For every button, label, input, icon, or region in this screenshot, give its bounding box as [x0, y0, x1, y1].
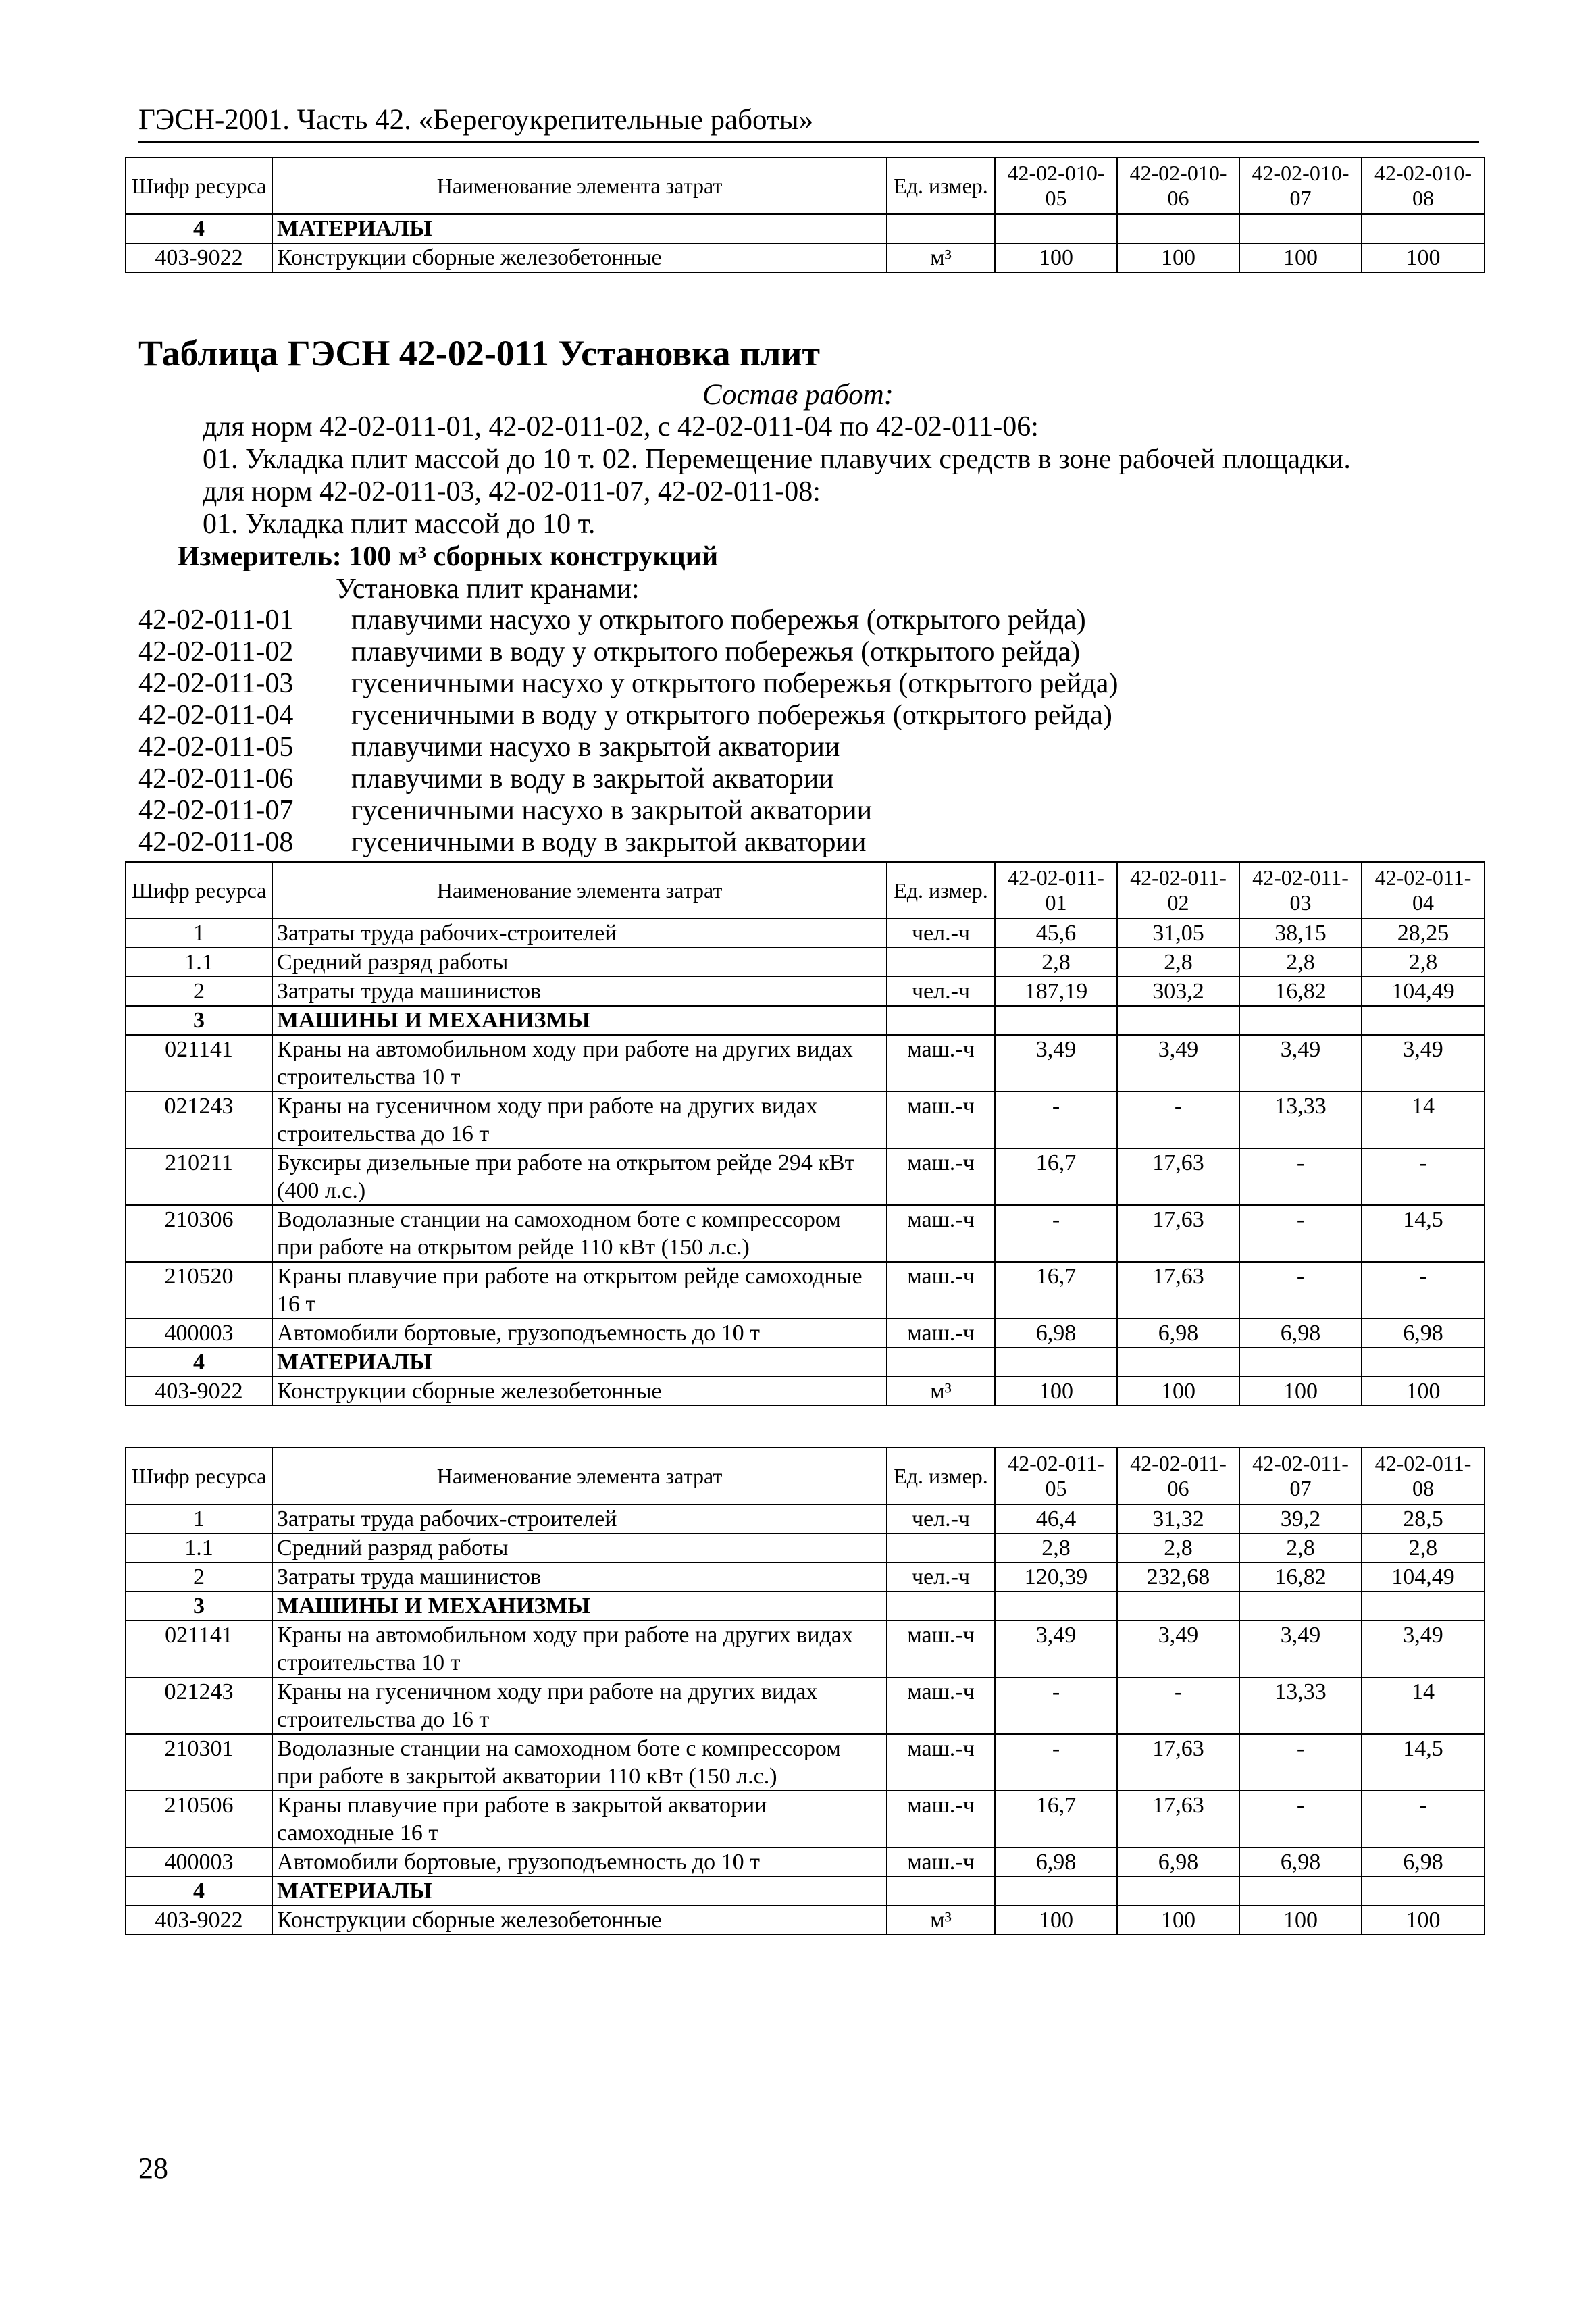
- norm-value-cell: 2,8: [995, 948, 1117, 977]
- norm-value-cell: 100: [995, 243, 1117, 272]
- norm-value-cell: 100: [1117, 1906, 1239, 1935]
- norm-value-cell: [1239, 1348, 1362, 1377]
- table-header-row: [126, 1448, 1485, 1504]
- norm-value-cell: 17,63: [1117, 1148, 1239, 1205]
- table-row: [126, 919, 1485, 948]
- table-row: [126, 1848, 1485, 1877]
- unit-cell: маш.-ч: [887, 1848, 995, 1877]
- norm-value-cell: 2,8: [1117, 948, 1239, 977]
- norm-value-cell: 17,63: [1117, 1205, 1239, 1262]
- norm-value-cell: 2,8: [1239, 948, 1362, 977]
- table-row: [126, 1533, 1485, 1562]
- norm-value-cell: -: [995, 1092, 1117, 1148]
- unit-cell: маш.-ч: [887, 1035, 995, 1092]
- norm-value-cell: 100: [995, 1377, 1117, 1406]
- norm-description: плавучими в воду у открытого побережья (открытого рейда): [351, 636, 1081, 667]
- norm-code: 42-02-011-03: [138, 668, 294, 699]
- norm-value-cell: 2,8: [995, 1533, 1117, 1562]
- section-row: [126, 1592, 1485, 1621]
- column-header-norm: 42-02-011-02: [1117, 862, 1239, 919]
- norm-value-cell: 28,25: [1362, 919, 1485, 948]
- resource-name: Затраты труда машинистов: [272, 1562, 887, 1592]
- resource-name: Затраты труда рабочих-строителей: [272, 919, 887, 948]
- resource-name: Краны плавучие при работе в закрытой акватории самоходные 16 т: [272, 1791, 887, 1848]
- column-header-unit: Ед. измер.: [887, 1448, 995, 1504]
- norm-value-cell: [1239, 1877, 1362, 1906]
- norm-value-cell: 120,39: [995, 1562, 1117, 1592]
- page-number: 28: [138, 2152, 168, 2185]
- norm-value-cell: 6,98: [1362, 1319, 1485, 1348]
- table-title: Таблица ГЭСН 42-02-011 Установка плит: [138, 333, 821, 374]
- column-header-name: Наименование элемента затрат: [272, 1448, 887, 1504]
- norm-description: плавучими насухо в закрытой акватории: [351, 732, 840, 763]
- norm-value-cell: [1362, 1592, 1485, 1621]
- norm-value-cell: [995, 1877, 1117, 1906]
- table-row: [126, 1677, 1485, 1734]
- unit-cell: чел.-ч: [887, 919, 995, 948]
- norm-value-cell: 31,05: [1117, 919, 1239, 948]
- column-header-norm: 42-02-010-07: [1239, 157, 1362, 214]
- column-header-norm: 42-02-011-04: [1362, 862, 1485, 919]
- norm-value-cell: 3,49: [995, 1035, 1117, 1092]
- norm-value-cell: 100: [995, 1906, 1117, 1935]
- norm-value-cell: 100: [1239, 1377, 1362, 1406]
- table-row: [126, 1562, 1485, 1592]
- norm-value-cell: 3,49: [995, 1621, 1117, 1677]
- norm-value-cell: 14: [1362, 1677, 1485, 1734]
- unit-cell: маш.-ч: [887, 1319, 995, 1348]
- resource-code: 021243: [126, 1677, 272, 1734]
- norm-value-cell: 100: [1239, 243, 1362, 272]
- resource-name: МАТЕРИАЛЫ: [272, 214, 887, 243]
- norm-value-cell: [1362, 1006, 1485, 1035]
- norm-value-cell: 31,32: [1117, 1504, 1239, 1533]
- norm-value-cell: 16,82: [1239, 1562, 1362, 1592]
- norm-value-cell: -: [1239, 1148, 1362, 1205]
- work-composition-label: Состав работ:: [702, 379, 894, 411]
- resource-name: МАТЕРИАЛЫ: [272, 1348, 887, 1377]
- norm-value-cell: 6,98: [1362, 1848, 1485, 1877]
- norm-value-cell: [1362, 1877, 1485, 1906]
- resource-code: 210506: [126, 1791, 272, 1848]
- norm-value-cell: 3,49: [1362, 1035, 1485, 1092]
- norm-description: гусеничными насухо в закрытой акватории: [351, 795, 873, 826]
- norm-value-cell: 6,98: [995, 1848, 1117, 1877]
- table-row: [126, 243, 1485, 272]
- norm-value-cell: [1117, 214, 1239, 243]
- resource-code: 210211: [126, 1148, 272, 1205]
- norm-value-cell: 104,49: [1362, 1562, 1485, 1592]
- norm-value-cell: 3,49: [1239, 1621, 1362, 1677]
- running-header: ГЭСН-2001. Часть 42. «Берегоукрепительные работы»: [138, 101, 1479, 143]
- resource-name: Конструкции сборные железобетонные: [272, 243, 887, 272]
- norm-table-1: [125, 861, 1485, 1406]
- resource-code: 2: [126, 1562, 272, 1592]
- section-row: [126, 1348, 1485, 1377]
- resource-code: 210301: [126, 1734, 272, 1791]
- norm-value-cell: -: [1239, 1734, 1362, 1791]
- norm-value-cell: 6,98: [1117, 1319, 1239, 1348]
- table-row: [126, 1791, 1485, 1848]
- norm-value-cell: 3,49: [1117, 1035, 1239, 1092]
- column-header-code: Шифр ресурса: [126, 862, 272, 919]
- norm-value-cell: [1117, 1592, 1239, 1621]
- work-composition-line: 01. Укладка плит массой до 10 т. 02. Перемещение плавучих средств в зоне рабочей площадки.: [203, 444, 1351, 475]
- unit-cell: маш.-ч: [887, 1092, 995, 1148]
- column-header-name: Наименование элемента затрат: [272, 157, 887, 214]
- resource-code: 2: [126, 977, 272, 1006]
- column-header-code: Шифр ресурса: [126, 1448, 272, 1504]
- resource-code: 021243: [126, 1092, 272, 1148]
- norm-value-cell: 45,6: [995, 919, 1117, 948]
- unit-cell: маш.-ч: [887, 1621, 995, 1677]
- norm-value-cell: 38,15: [1239, 919, 1362, 948]
- unit-cell: [887, 1006, 995, 1035]
- norm-value-cell: 16,7: [995, 1791, 1117, 1848]
- column-header-unit: Ед. измер.: [887, 157, 995, 214]
- unit-cell: [887, 1348, 995, 1377]
- column-header-name: Наименование элемента затрат: [272, 862, 887, 919]
- norm-value-cell: 14,5: [1362, 1205, 1485, 1262]
- section-row: [126, 1877, 1485, 1906]
- norm-code: 42-02-011-05: [138, 732, 294, 763]
- unit-cell: чел.-ч: [887, 1562, 995, 1592]
- work-composition-line: 01. Укладка плит массой до 10 т.: [203, 509, 596, 540]
- resource-name: Автомобили бортовые, грузоподъемность до 10 т: [272, 1848, 887, 1877]
- norm-code: 42-02-011-01: [138, 605, 294, 636]
- norm-value-cell: 13,33: [1239, 1677, 1362, 1734]
- resource-name: Краны плавучие при работе на открытом рейде самоходные 16 т: [272, 1262, 887, 1319]
- resource-code: 4: [126, 1877, 272, 1906]
- resource-name: Буксиры дизельные при работе на открытом рейде 294 кВт (400 л.с.): [272, 1148, 887, 1205]
- table-row: [126, 1148, 1485, 1205]
- norm-value-cell: 39,2: [1239, 1504, 1362, 1533]
- norm-value-cell: 100: [1239, 1906, 1362, 1935]
- section-row: [126, 214, 1485, 243]
- resource-code: 1.1: [126, 948, 272, 977]
- section-row: [126, 1006, 1485, 1035]
- norm-value-cell: 17,63: [1117, 1791, 1239, 1848]
- table-row: [126, 977, 1485, 1006]
- resource-code: 3: [126, 1592, 272, 1621]
- unit-cell: [887, 948, 995, 977]
- norm-description: гусеничными насухо у открытого побережья (открытого рейда): [351, 668, 1118, 699]
- norm-table-2: [125, 1447, 1485, 1935]
- unit-cell: [887, 214, 995, 243]
- norm-value-cell: [995, 214, 1117, 243]
- table-header-row: [126, 157, 1485, 214]
- norm-value-cell: 6,98: [1239, 1848, 1362, 1877]
- unit-cell: [887, 1592, 995, 1621]
- norm-value-cell: 46,4: [995, 1504, 1117, 1533]
- table-header-row: [126, 862, 1485, 919]
- norm-value-cell: -: [1362, 1148, 1485, 1205]
- norm-code: 42-02-011-04: [138, 700, 294, 731]
- norm-code: 42-02-011-08: [138, 827, 294, 858]
- unit-cell: м³: [887, 243, 995, 272]
- resource-name: Краны на гусеничном ходу при работе на других видах строительства до 16 т: [272, 1677, 887, 1734]
- resource-name: МАШИНЫ И МЕХАНИЗМЫ: [272, 1592, 887, 1621]
- norm-value-cell: 100: [1117, 1377, 1239, 1406]
- table-row: [126, 1504, 1485, 1533]
- unit-cell: маш.-ч: [887, 1262, 995, 1319]
- resource-name: Затраты труда рабочих-строителей: [272, 1504, 887, 1533]
- norm-value-cell: [1239, 214, 1362, 243]
- norm-value-cell: -: [1362, 1262, 1485, 1319]
- resource-code: 3: [126, 1006, 272, 1035]
- norm-value-cell: 16,7: [995, 1148, 1117, 1205]
- norm-value-cell: 13,33: [1239, 1092, 1362, 1148]
- norm-description: плавучими в воду в закрытой акватории: [351, 763, 834, 794]
- unit-cell: м³: [887, 1906, 995, 1935]
- norm-description: гусеничными в воду в закрытой акватории: [351, 827, 867, 858]
- column-header-norm: 42-02-011-06: [1117, 1448, 1239, 1504]
- unit-cell: чел.-ч: [887, 1504, 995, 1533]
- norm-value-cell: 3,49: [1239, 1035, 1362, 1092]
- resource-name: Краны на автомобильном ходу при работе на других видах строительства 10 т: [272, 1621, 887, 1677]
- norm-value-cell: -: [1239, 1205, 1362, 1262]
- norm-value-cell: -: [1117, 1677, 1239, 1734]
- resource-name: Конструкции сборные железобетонные: [272, 1906, 887, 1935]
- norm-value-cell: 100: [1362, 1906, 1485, 1935]
- norm-value-cell: 3,49: [1117, 1621, 1239, 1677]
- column-header-code: Шифр ресурса: [126, 157, 272, 214]
- resource-name: МАТЕРИАЛЫ: [272, 1877, 887, 1906]
- norm-value-cell: 100: [1362, 243, 1485, 272]
- norm-value-cell: 14,5: [1362, 1734, 1485, 1791]
- table-row: [126, 1262, 1485, 1319]
- table-row: [126, 1906, 1485, 1935]
- norm-description: плавучими насухо у открытого побережья (открытого рейда): [351, 605, 1086, 636]
- norm-value-cell: -: [995, 1205, 1117, 1262]
- resource-code: 400003: [126, 1319, 272, 1348]
- resource-code: 021141: [126, 1035, 272, 1092]
- unit-cell: чел.-ч: [887, 977, 995, 1006]
- table-row: [126, 1319, 1485, 1348]
- norm-value-cell: [1362, 214, 1485, 243]
- norm-value-cell: 303,2: [1117, 977, 1239, 1006]
- table-row: [126, 1092, 1485, 1148]
- norm-code: 42-02-011-07: [138, 795, 294, 826]
- resource-code: 400003: [126, 1848, 272, 1877]
- norm-value-cell: [1239, 1006, 1362, 1035]
- column-header-norm: 42-02-011-07: [1239, 1448, 1362, 1504]
- table-row: [126, 1035, 1485, 1092]
- norm-value-cell: 17,63: [1117, 1734, 1239, 1791]
- norm-value-cell: -: [1239, 1791, 1362, 1848]
- column-header-unit: Ед. измер.: [887, 862, 995, 919]
- unit-cell: маш.-ч: [887, 1734, 995, 1791]
- norm-value-cell: 187,19: [995, 977, 1117, 1006]
- norm-table-continued: [125, 157, 1485, 273]
- norm-value-cell: 104,49: [1362, 977, 1485, 1006]
- norm-value-cell: -: [1239, 1262, 1362, 1319]
- table-row: [126, 1205, 1485, 1262]
- norm-value-cell: [995, 1592, 1117, 1621]
- table-row: [126, 948, 1485, 977]
- column-header-norm: 42-02-011-08: [1362, 1448, 1485, 1504]
- resource-code: 403-9022: [126, 1906, 272, 1935]
- norm-value-cell: 2,8: [1362, 948, 1485, 977]
- unit-cell: маш.-ч: [887, 1791, 995, 1848]
- norm-value-cell: 100: [1362, 1377, 1485, 1406]
- norm-value-cell: 232,68: [1117, 1562, 1239, 1592]
- norm-value-cell: [1239, 1592, 1362, 1621]
- norm-value-cell: 6,98: [1117, 1848, 1239, 1877]
- norm-value-cell: -: [1362, 1791, 1485, 1848]
- resource-name: Средний разряд работы: [272, 948, 887, 977]
- unit-cell: [887, 1877, 995, 1906]
- norm-value-cell: 3,49: [1362, 1621, 1485, 1677]
- resource-code: 403-9022: [126, 243, 272, 272]
- norm-value-cell: 16,7: [995, 1262, 1117, 1319]
- norm-value-cell: 6,98: [995, 1319, 1117, 1348]
- resource-code: 210520: [126, 1262, 272, 1319]
- resource-name: Водолазные станции на самоходном боте с компрессором при работе в закрытой акватории 110 кВт (150 л.с.): [272, 1734, 887, 1791]
- column-header-norm: 42-02-011-05: [995, 1448, 1117, 1504]
- norm-value-cell: 17,63: [1117, 1262, 1239, 1319]
- resource-code: 210306: [126, 1205, 272, 1262]
- work-composition-line: для норм 42-02-011-01, 42-02-011-02, с 42-02-011-04 по 42-02-011-06:: [203, 411, 1039, 442]
- unit-cell: маш.-ч: [887, 1148, 995, 1205]
- norm-value-cell: 2,8: [1239, 1533, 1362, 1562]
- work-composition-line: для норм 42-02-011-03, 42-02-011-07, 42-02-011-08:: [203, 476, 821, 507]
- norm-value-cell: 6,98: [1239, 1319, 1362, 1348]
- norm-code: 42-02-011-06: [138, 763, 294, 794]
- norm-value-cell: 2,8: [1117, 1533, 1239, 1562]
- norm-value-cell: 14: [1362, 1092, 1485, 1148]
- unit-cell: маш.-ч: [887, 1677, 995, 1734]
- resource-name: Водолазные станции на самоходном боте с компрессором при работе на открытом рейде 110 кВт (150 л.с.): [272, 1205, 887, 1262]
- column-header-norm: 42-02-011-03: [1239, 862, 1362, 919]
- resource-name: Краны на гусеничном ходу при работе на других видах строительства до 16 т: [272, 1092, 887, 1148]
- norm-value-cell: [995, 1006, 1117, 1035]
- unit-cell: маш.-ч: [887, 1205, 995, 1262]
- norm-value-cell: [995, 1348, 1117, 1377]
- column-header-norm: 42-02-010-05: [995, 157, 1117, 214]
- norm-value-cell: -: [995, 1677, 1117, 1734]
- resource-name: Конструкции сборные железобетонные: [272, 1377, 887, 1406]
- norm-value-cell: 28,5: [1362, 1504, 1485, 1533]
- table-row: [126, 1734, 1485, 1791]
- norm-value-cell: 16,82: [1239, 977, 1362, 1006]
- install-intro: Установка плит кранами:: [336, 574, 640, 605]
- column-header-norm: 42-02-010-06: [1117, 157, 1239, 214]
- column-header-norm: 42-02-010-08: [1362, 157, 1485, 214]
- resource-name: Краны на автомобильном ходу при работе на других видах строительства 10 т: [272, 1035, 887, 1092]
- table-row: [126, 1621, 1485, 1677]
- norm-description: гусеничными в воду у открытого побережья (открытого рейда): [351, 700, 1112, 731]
- norm-value-cell: 100: [1117, 243, 1239, 272]
- resource-name: Средний разряд работы: [272, 1533, 887, 1562]
- unit-cell: м³: [887, 1377, 995, 1406]
- norm-value-cell: [1362, 1348, 1485, 1377]
- resource-name: МАШИНЫ И МЕХАНИЗМЫ: [272, 1006, 887, 1035]
- resource-name: Затраты труда машинистов: [272, 977, 887, 1006]
- resource-name: Автомобили бортовые, грузоподъемность до 10 т: [272, 1319, 887, 1348]
- norm-value-cell: -: [995, 1734, 1117, 1791]
- resource-code: 1.1: [126, 1533, 272, 1562]
- resource-code: 403-9022: [126, 1377, 272, 1406]
- norm-value-cell: [1117, 1006, 1239, 1035]
- norm-value-cell: [1117, 1877, 1239, 1906]
- norm-value-cell: 2,8: [1362, 1533, 1485, 1562]
- resource-code: 1: [126, 919, 272, 948]
- resource-code: 4: [126, 214, 272, 243]
- norm-value-cell: -: [1117, 1092, 1239, 1148]
- resource-code: 4: [126, 1348, 272, 1377]
- norm-code: 42-02-011-02: [138, 636, 294, 667]
- norm-value-cell: [1117, 1348, 1239, 1377]
- column-header-norm: 42-02-011-01: [995, 862, 1117, 919]
- unit-cell: [887, 1533, 995, 1562]
- meter-line: Измеритель: 100 м³ сборных конструкций: [178, 541, 719, 572]
- resource-code: 021141: [126, 1621, 272, 1677]
- resource-code: 1: [126, 1504, 272, 1533]
- table-row: [126, 1377, 1485, 1406]
